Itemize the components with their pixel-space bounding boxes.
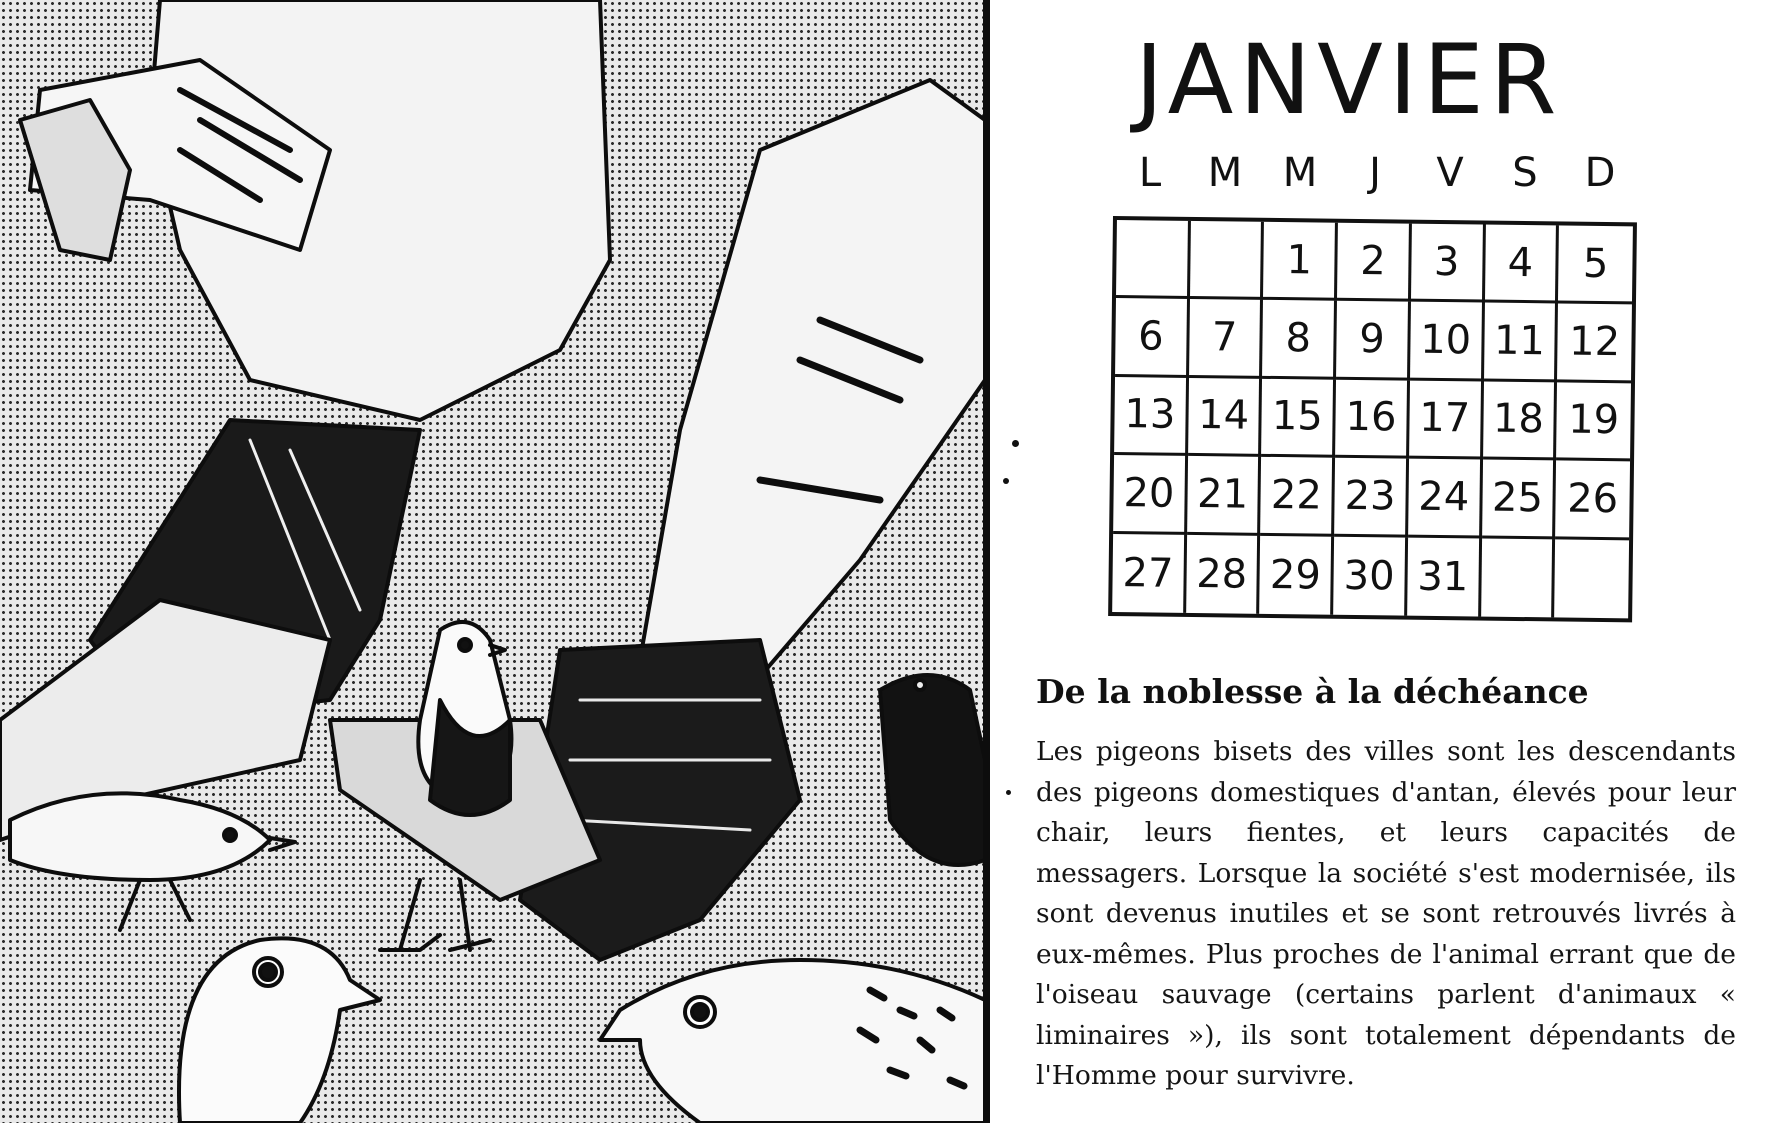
calendar-day-cell: 5 — [1558, 225, 1633, 304]
calendar-empty-cell — [1481, 538, 1556, 617]
calendar-day-cell: 11 — [1484, 303, 1559, 382]
calendar-day-cell: 25 — [1482, 460, 1557, 539]
calendar-day-cell: 20 — [1113, 455, 1188, 534]
month-title: JANVIER — [1135, 24, 1563, 136]
calendar-empty-cell — [1554, 539, 1629, 618]
weekday-label: D — [1584, 150, 1616, 196]
calendar-day-cell: 17 — [1409, 380, 1484, 459]
ink-dot — [1003, 478, 1009, 484]
calendar-day-cell: 14 — [1188, 378, 1263, 457]
calendar-day-cell: 21 — [1187, 456, 1262, 535]
weekday-label: M — [1207, 150, 1243, 196]
ink-dot — [1006, 790, 1011, 795]
calendar-day-cell: 23 — [1334, 458, 1409, 537]
ink-dot — [1012, 440, 1019, 447]
calendar-day-cell: 1 — [1263, 222, 1338, 301]
weekday-label: S — [1512, 150, 1538, 196]
weekday-label: J — [1369, 150, 1381, 196]
weekday-label: V — [1436, 150, 1464, 196]
calendar-day-cell: 6 — [1115, 298, 1190, 377]
weekday-label: L — [1138, 150, 1162, 196]
calendar-day-cell: 27 — [1112, 534, 1187, 613]
calendar-empty-cell — [1116, 220, 1191, 299]
calendar-day-cell: 18 — [1483, 381, 1558, 460]
calendar-day-cell: 8 — [1262, 300, 1337, 379]
calendar-day-cell: 4 — [1485, 225, 1560, 304]
calendar-day-cell: 16 — [1335, 380, 1410, 459]
calendar-day-cell: 3 — [1411, 224, 1486, 303]
weekday-header-row — [1113, 150, 1643, 210]
calendar-day-cell: 24 — [1408, 459, 1483, 538]
leg-right — [640, 80, 985, 700]
calendar-empty-cell — [1190, 221, 1265, 300]
calendar-day-cell: 2 — [1337, 223, 1412, 302]
calendar-day-cell: 22 — [1261, 457, 1336, 536]
article-body: Les pigeons bisets des villes sont les descendants des pigeons domestiques d'antan, élevés pour leur chair, leurs fientes, et leurs capacités de messagers. Lorsque la société s'est modernisée, ils sont devenus inutiles et se sont retrouvés livrés à eux-mêmes. Plus proches de l'animal errant que de l'oiseau sauvage (certains parlent d'animaux « liminaires »), ils sont totalement dépendants de l'Homme pour survivre. — [1036, 736, 1736, 1091]
calendar-day-cell: 28 — [1186, 535, 1261, 614]
calendar-day-cell: 29 — [1260, 535, 1335, 614]
blackbird — [880, 675, 985, 865]
calendar-day-cell: 15 — [1261, 379, 1336, 458]
calendar-day-cell: 13 — [1114, 377, 1189, 456]
calendar-day-cell: 10 — [1410, 302, 1485, 381]
panel-divider — [983, 0, 990, 1123]
weekday-label: M — [1282, 150, 1318, 196]
calendar-day-cell: 12 — [1557, 304, 1632, 383]
calendar-day-cell: 26 — [1555, 461, 1630, 540]
article-heading: De la noblesse à la déchéance — [1036, 672, 1589, 711]
calendar-day-cell: 19 — [1556, 382, 1631, 461]
calendar-day-cell: 31 — [1407, 537, 1482, 616]
calendar-grid — [1108, 216, 1637, 622]
calendar-day-cell: 9 — [1336, 301, 1411, 380]
calendar-day-cell: 7 — [1189, 299, 1264, 378]
calendar-day-cell: 30 — [1333, 536, 1408, 615]
